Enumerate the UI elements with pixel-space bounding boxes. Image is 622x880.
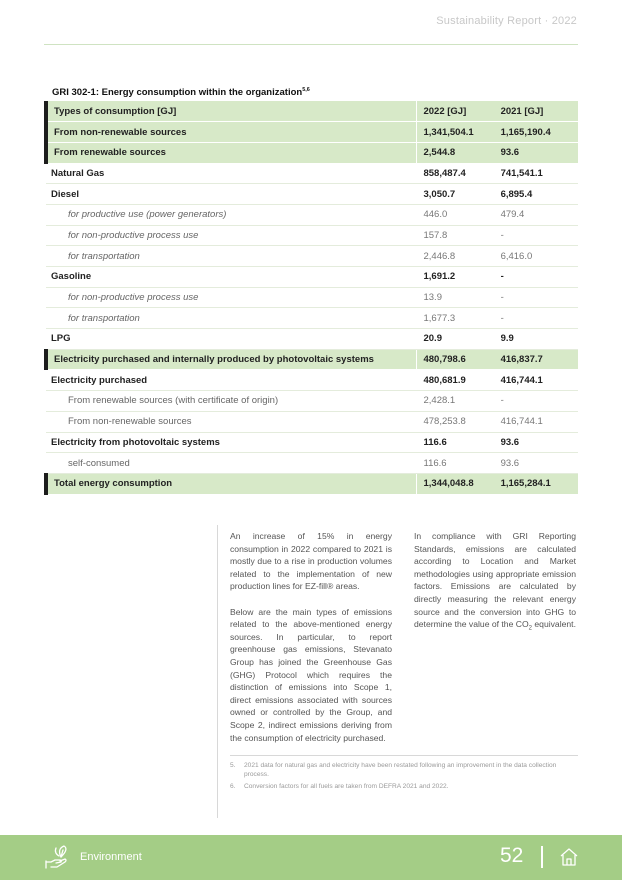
table-row <box>46 329 578 350</box>
cell-2021: 6,895.4 <box>495 184 578 205</box>
cell-2021: 9.9 <box>495 329 578 350</box>
table-row <box>46 349 578 370</box>
cell-2021: - <box>495 225 578 246</box>
cell-2021: 93.6 <box>495 142 578 163</box>
table-row <box>46 308 578 329</box>
cell-label: From non-renewable sources <box>46 122 417 143</box>
cell-label: for transportation <box>46 308 417 329</box>
cell-2021: 1,165,284.1 <box>495 473 578 494</box>
cell-label: From non-renewable sources <box>46 411 417 432</box>
cell-label: Types of consumption [GJ] <box>46 101 417 122</box>
body-column-left <box>230 530 392 757</box>
cell-2022: 2,446.8 <box>417 246 495 267</box>
table-row <box>46 122 578 143</box>
cell-2021: - <box>495 391 578 412</box>
cell-2021: 1,165,190.4 <box>495 122 578 143</box>
body-paragraph: In compliance with GRI Reporting Standards, emissions are calculated according to Location and Market methodologies using appropriate emission factors. Emissions are calculated by directly measuring the relevant energy source and the conversion into GHG to determine the value of the $CO_2$ equivalent. <box>414 531 576 632</box>
cell-label: Electricity from photovoltaic systems <box>46 432 417 453</box>
cell-2022: 1,344,048.8 <box>417 473 495 494</box>
cell-2022: 480,681.9 <box>417 370 495 391</box>
home-icon[interactable] <box>559 847 579 872</box>
cell-label: LPG <box>46 329 417 350</box>
table-row <box>46 163 578 184</box>
header-rule <box>44 44 578 45</box>
cell-label: for productive use (power generators) <box>46 204 417 225</box>
body-column-right <box>414 530 576 648</box>
table-title: GRI 302-1: Energy consumption within the organization$^{5,6}$ <box>52 87 310 99</box>
cell-2022: 480,798.6 <box>417 349 495 370</box>
footnote-number: 6. <box>230 783 236 790</box>
table-row <box>46 391 578 412</box>
footnotes <box>230 761 578 794</box>
footer-bar <box>0 835 622 880</box>
cell-2022: 20.9 <box>417 329 495 350</box>
cell-2022: 2022 [GJ] <box>417 101 495 122</box>
body-paragraph: An increase of 15% in energy consumption in 2022 compared to 2021 is mostly due to a rise in production volumes related to the implementation of new production lines for EZ-fill® areas. <box>230 531 392 592</box>
cell-2022: 1,691.2 <box>417 267 495 288</box>
footer-separator <box>541 846 543 868</box>
cell-2022: 13.9 <box>417 287 495 308</box>
table-row <box>46 432 578 453</box>
column-divider <box>217 525 218 818</box>
cell-label: Electricity purchased and internally produced by photovoltaic systems <box>46 349 417 370</box>
table-row <box>46 246 578 267</box>
footnote-text: 2021 data for natural gas and electricity have been restated following an improvement in the data collection process. <box>244 762 557 778</box>
cell-2022: 157.8 <box>417 225 495 246</box>
cell-2021: 416,744.1 <box>495 370 578 391</box>
cell-2022: 116.6 <box>417 432 495 453</box>
footer-section-label: Environment <box>80 851 142 863</box>
leaf-hand-icon[interactable] <box>44 844 72 875</box>
cell-label: for transportation <box>46 246 417 267</box>
table-total-row <box>46 473 578 494</box>
footnote-rule <box>230 755 578 756</box>
cell-label: Diesel <box>46 184 417 205</box>
table-row <box>46 225 578 246</box>
subscript-2: 2 <box>528 625 532 632</box>
footnote <box>230 782 578 791</box>
cell-2021: 6,416.0 <box>495 246 578 267</box>
cell-label: From renewable sources <box>46 142 417 163</box>
cell-2021: 93.6 <box>495 453 578 474</box>
cell-2022: 1,677.3 <box>417 308 495 329</box>
cell-label: From renewable sources (with certificate of origin) <box>46 391 417 412</box>
cell-2021: 416,744.1 <box>495 411 578 432</box>
footnote-text: Conversion factors for all fuels are taken from DEFRA 2021 and 2022. <box>244 783 449 790</box>
body-paragraph: Below are the main types of emissions related to the above-mentioned energy sources. In particular, to report greenhouse gas emissions, Stevanato Group has joined the Greenhouse Gas (GHG) Protocol which requires the distinction of emissions into Scope 1, direct emissions associated with sources owned or controlled by the Group, and Scope 2, indirect emissions deriving from the consumption of electricity purchased. <box>230 606 392 743</box>
cell-label: Electricity purchased <box>46 370 417 391</box>
footnote-number: 5. <box>230 762 236 769</box>
table-row <box>46 411 578 432</box>
cell-2022: 2,544.8 <box>417 142 495 163</box>
cell-2022: 1,341,504.1 <box>417 122 495 143</box>
table-row <box>46 453 578 474</box>
cell-2021: - <box>495 308 578 329</box>
cell-label: Total energy consumption <box>46 473 417 494</box>
cell-2021: - <box>495 267 578 288</box>
cell-label: for non-productive process use <box>46 287 417 308</box>
cell-2021: 479.4 <box>495 204 578 225</box>
energy-consumption-table <box>44 101 578 495</box>
cell-2021: 93.6 <box>495 432 578 453</box>
table-row <box>46 287 578 308</box>
table-row <box>46 184 578 205</box>
table-row <box>46 370 578 391</box>
cell-label: Natural Gas <box>46 163 417 184</box>
cell-2022: 478,253.8 <box>417 411 495 432</box>
cell-label: for non-productive process use <box>46 225 417 246</box>
cell-2021: 741,541.1 <box>495 163 578 184</box>
table-title-footnote-ref: 5,6 <box>302 87 310 93</box>
cell-2021: 2021 [GJ] <box>495 101 578 122</box>
cell-2022: 2,428.1 <box>417 391 495 412</box>
cell-label: self-consumed <box>46 453 417 474</box>
footnote <box>230 761 578 779</box>
cell-label: Gasoline <box>46 267 417 288</box>
page-number: 52 <box>500 844 524 867</box>
table-header-row <box>46 101 578 122</box>
cell-2022: 116.6 <box>417 453 495 474</box>
table-row <box>46 267 578 288</box>
header-title: Sustainability Report · 2022 <box>436 15 577 27</box>
cell-2022: 446.0 <box>417 204 495 225</box>
cell-2022: 3,050.7 <box>417 184 495 205</box>
cell-2021: - <box>495 287 578 308</box>
table-row <box>46 142 578 163</box>
table-row <box>46 204 578 225</box>
cell-2021: 416,837.7 <box>495 349 578 370</box>
cell-2022: 858,487.4 <box>417 163 495 184</box>
